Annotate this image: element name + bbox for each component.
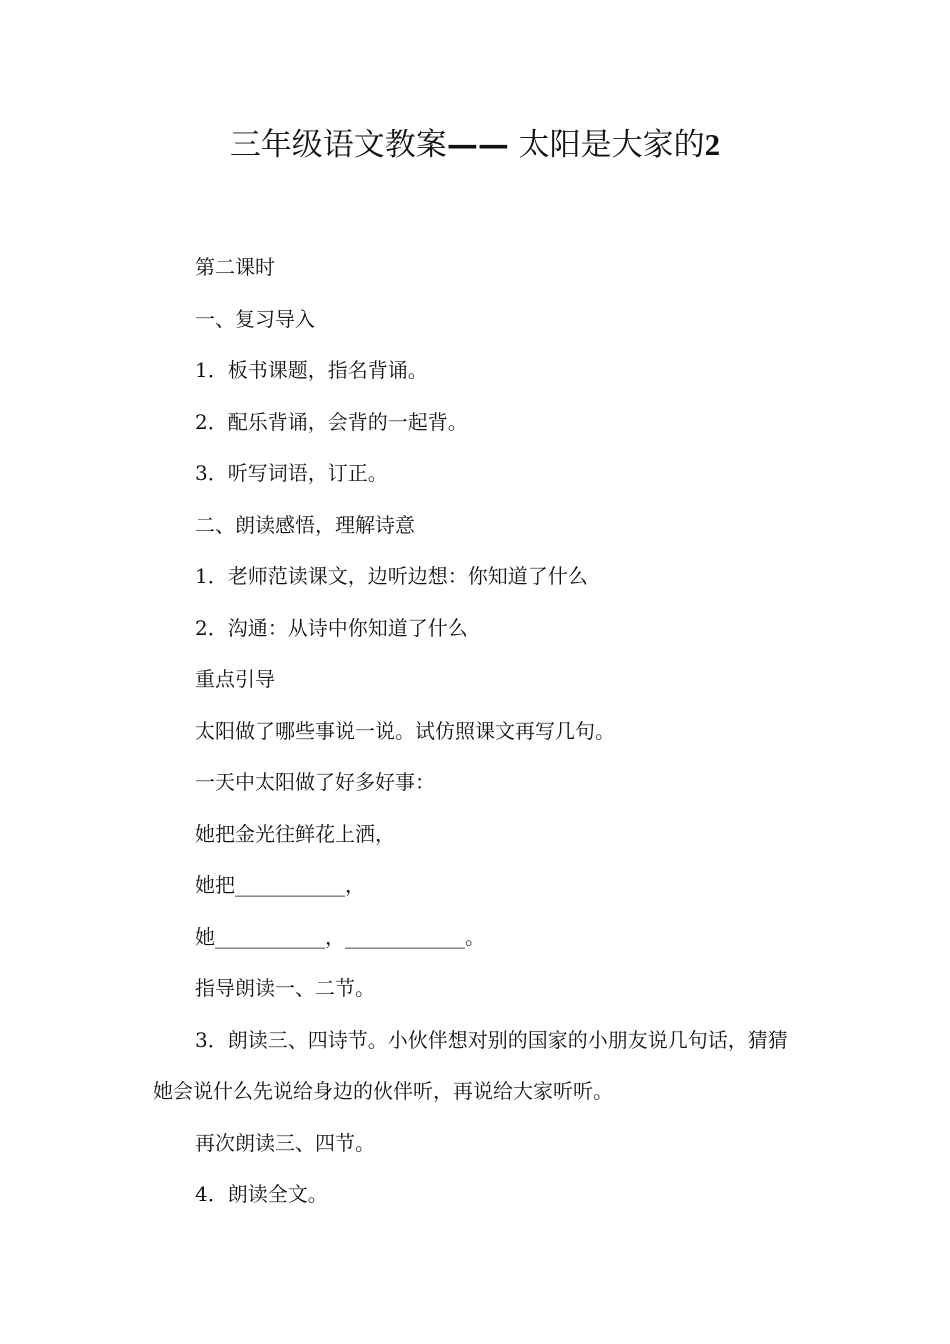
paragraph: 一天中太阳做了好多好事： [195, 770, 435, 794]
title-sub: 太阳是大家的 [508, 127, 705, 163]
fill-in-blank-line: 她把___________， [195, 873, 365, 897]
paragraph: 指导朗读一、二节。 [195, 976, 375, 1000]
paragraph: 再次朗读三、四节。 [195, 1130, 375, 1155]
title-number: 2 [704, 127, 721, 162]
paragraph: 4．朗读全文。 [195, 1182, 328, 1206]
paragraph: 一、复习导入 [195, 306, 315, 331]
paragraph: 3．朗读三、四诗节。小伙伴想对别的国家的小朋友说几句话，猜猜她会说什么先说给身边的伙伴听，再说给大家听听。 [153, 1027, 788, 1103]
paragraph: 2．沟通：从诗中你知道了什么 [195, 615, 468, 640]
paragraph: 1．老师范读课文，边听边想：你知道了什么 [195, 564, 588, 588]
paragraph: 她把金光往鲜花上洒， [195, 821, 395, 846]
paragraph: 太阳做了哪些事说一说。试仿照课文再写几句。 [195, 718, 615, 743]
paragraph: 3．听写词语，订正。 [195, 461, 388, 485]
title-dash: —— [446, 127, 509, 163]
paragraph: 2．配乐背诵，会背的一起背。 [195, 409, 468, 434]
title-main: 三年级语文教案 [229, 127, 447, 163]
fill-in-blank-line: 她___________，____________。 [195, 924, 485, 949]
paragraph: 第二课时 [195, 255, 275, 279]
paragraph: 重点引导 [195, 667, 275, 691]
document-body [153, 242, 793, 1221]
paragraph: 1．板书课题，指名背诵。 [195, 358, 428, 382]
paragraph: 二、朗读感悟，理解诗意 [195, 512, 415, 537]
document-title [0, 122, 950, 168]
